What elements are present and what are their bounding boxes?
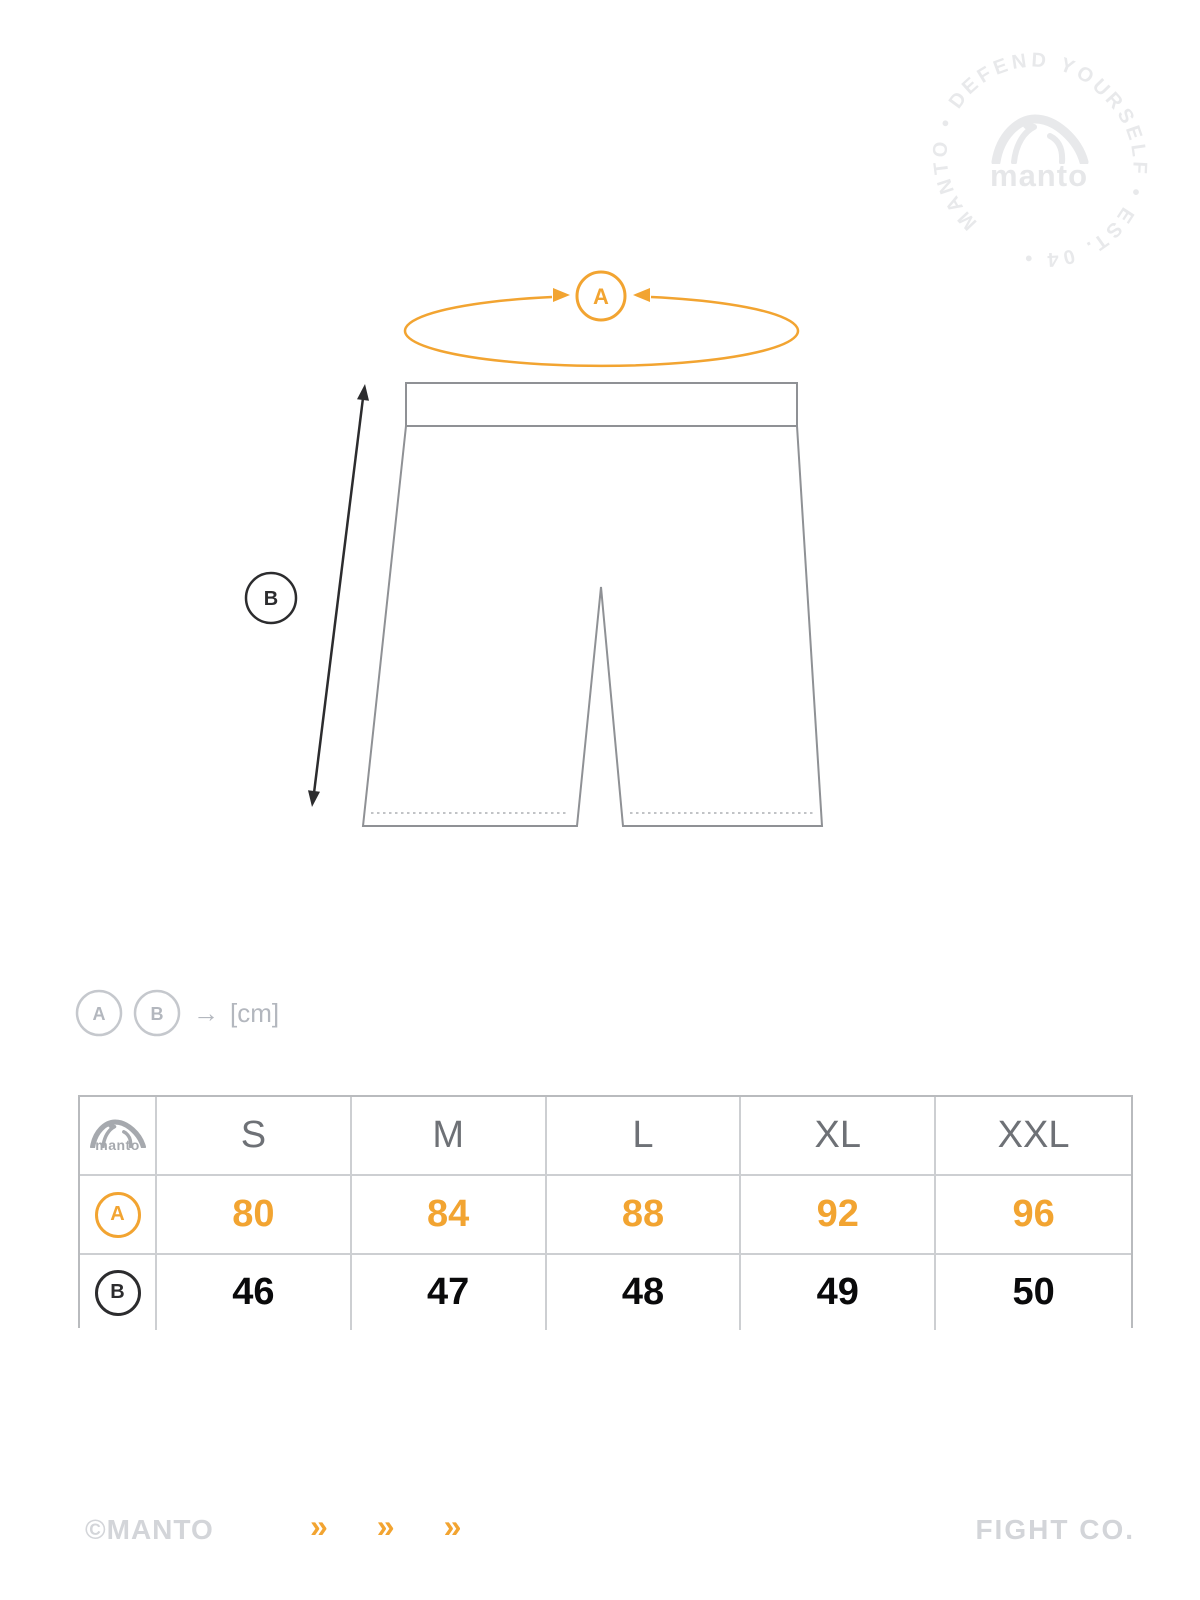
size-value-b-m: 47	[352, 1255, 547, 1330]
legend-a-label: A	[92, 1004, 106, 1024]
arrowhead-right-icon	[633, 288, 650, 302]
row-a-badge: A	[95, 1192, 141, 1238]
manto-logo-small	[89, 1118, 147, 1153]
chevron-icon: »	[443, 1508, 462, 1544]
size-column-header-xl: XL	[741, 1097, 936, 1176]
table-logo-cell	[80, 1097, 157, 1176]
shorts-body	[363, 426, 822, 826]
size-value-a-s: 80	[157, 1176, 352, 1255]
shorts-waistband	[406, 383, 797, 426]
legend	[77, 991, 279, 1035]
legend-arrow-icon: →	[193, 998, 219, 1028]
fight-co-text: FIGHT CO.	[975, 1514, 1135, 1545]
chevron-icon: »	[376, 1508, 395, 1544]
size-table	[78, 1095, 1133, 1328]
manto-wordmark: manto	[990, 158, 1088, 193]
measure-a-indicator	[405, 272, 798, 366]
manto-logo-wordmark: manto	[95, 1137, 140, 1153]
size-value-b-xl: 49	[741, 1255, 936, 1330]
size-value-a-m: 84	[352, 1176, 547, 1255]
size-value-b-l: 48	[547, 1255, 742, 1330]
legend-b-label: B	[150, 1004, 164, 1024]
arrowhead-left-icon	[553, 288, 570, 302]
manto-logo-icon	[996, 119, 1084, 163]
size-value-b-s: 46	[157, 1255, 352, 1330]
shorts-diagram	[363, 383, 822, 826]
manto-watermark	[929, 49, 1150, 270]
size-value-a-l: 88	[547, 1176, 742, 1255]
legend-unit: [cm]	[230, 998, 280, 1028]
measure-b-arrow	[314, 398, 363, 793]
row-a-badge-cell	[80, 1176, 157, 1255]
size-column-header-m: M	[352, 1097, 547, 1176]
measure-b-label: B	[263, 588, 279, 610]
chevrons-group	[310, 1508, 461, 1545]
arrowhead-up-icon	[357, 384, 369, 401]
size-value-a-xl: 92	[741, 1176, 936, 1255]
row-b-badge: B	[95, 1270, 141, 1316]
measure-b-indicator	[246, 384, 369, 807]
row-b-badge-cell	[80, 1255, 157, 1330]
measure-a-label: A	[593, 284, 609, 309]
size-value-a-xxl: 96	[936, 1176, 1131, 1255]
arrowhead-down-icon	[308, 790, 320, 807]
watermark-circular-text: MANTO • DEFEND YOURSELF • EST. 04 •	[929, 49, 1151, 271]
size-column-header-l: L	[547, 1097, 742, 1176]
size-value-b-xxl: 50	[936, 1255, 1131, 1330]
copyright-text: ©MANTO	[85, 1514, 214, 1545]
footer	[0, 1508, 1200, 1552]
chevron-icon: »	[310, 1508, 328, 1544]
size-column-header-s: S	[157, 1097, 352, 1176]
size-column-header-xxl: XXL	[936, 1097, 1131, 1176]
